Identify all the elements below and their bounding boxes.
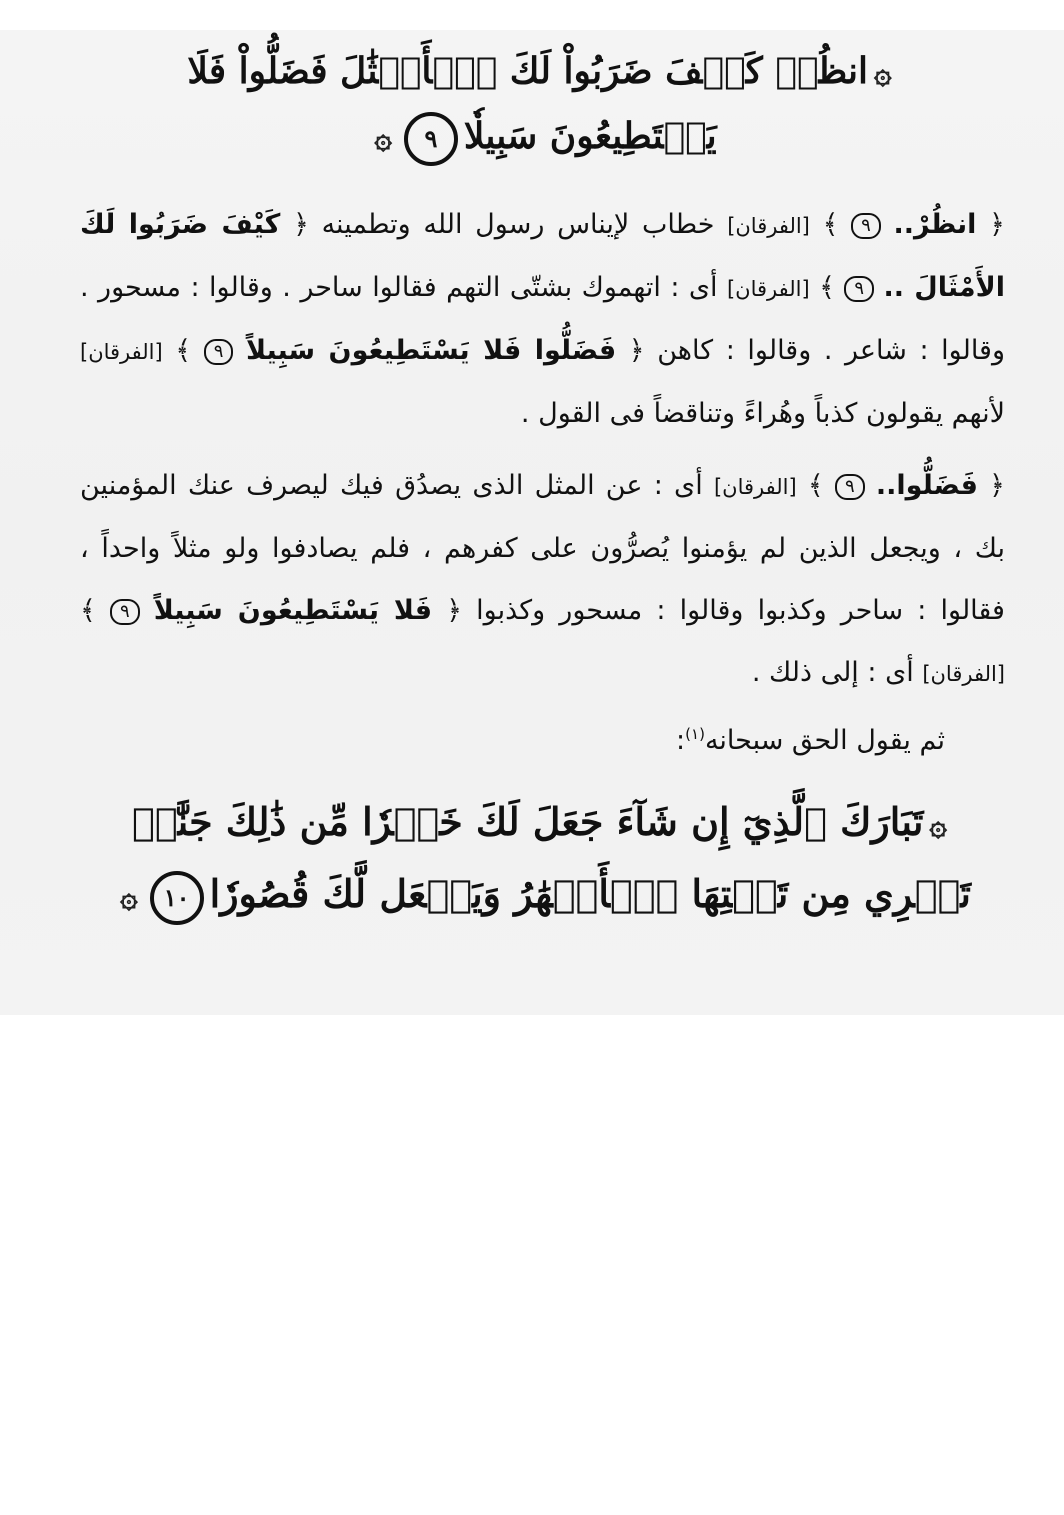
page-content — [80, 40, 1005, 932]
verse-10-line-2 — [80, 860, 1005, 932]
ornament-open-icon: ۞ — [929, 808, 947, 843]
commentary-text: أى : إلى ذلك . — [751, 657, 914, 688]
verse-10-text-2: تَجۡرِي مِن تَحۡتِهَا ٱلۡأَنۡهَٰرُ وَيَجۡعَل لَّكَ قُصُورٗا — [209, 871, 971, 916]
commentary-text: أى : عن المثل الذى يصدُق فيك ليصرف عنك المؤمنين بك ، ويجعل الذين لم يؤمنوا يُصرُّون على كفرهم ، فلم يصادفوا ولو مثلاً واحداً ، فقالوا : ساحر وكذبوا وقالوا : مسحور وكذبوا — [80, 470, 1005, 626]
quote-bracket-close: ﴾ — [807, 470, 824, 501]
surah-reference: [الفرقان] — [713, 475, 797, 499]
verse-10-line-1 — [80, 788, 1005, 860]
surah-reference: [الفرقان] — [922, 662, 1005, 686]
commentary-text: خطاب لإيناس رسول الله وتطمينه — [321, 209, 715, 240]
quoted-word: انظُرْ.. — [893, 209, 977, 240]
ornament-close-icon: ۞ — [120, 880, 138, 915]
ayah-ref-number: ٩ — [204, 339, 234, 365]
ayah-number-badge: ٩ — [404, 112, 458, 166]
verse-9-text-2: يَسۡتَطِيعُونَ سَبِيلٗا — [463, 115, 717, 157]
quote-bracket-close: ﴾ — [819, 272, 835, 303]
transition-line — [80, 709, 945, 766]
quote-bracket-open: ﴿ — [989, 209, 1005, 240]
commentary-paragraph-1 — [80, 194, 1005, 445]
quoted-word: فَضَلُّوا.. — [875, 470, 978, 501]
ayah-ref-number: ٩ — [110, 599, 140, 625]
footnote-marker: (١) — [685, 725, 705, 743]
verse-10-text-1: تَبَارَكَ ٱلَّذِيٓ إِن شَآءَ جَعَلَ لَكَ خَيۡرٗا مِّن ذَٰلِكَ جَنَّٰتٖ — [132, 799, 924, 844]
quote-bracket-close: ﴾ — [822, 209, 839, 240]
quote-bracket-close: ﴾ — [175, 335, 192, 366]
ornament-close-icon: ۞ — [374, 121, 392, 156]
ayah-ref-number: ٩ — [851, 213, 881, 239]
transition-text: ثم يقول الحق سبحانه — [704, 725, 945, 756]
ornament-open-icon: ۞ — [874, 56, 892, 91]
verse-9-text-1: انظُرۡ كَيۡفَ ضَرَبُواْ لَكَ ٱلۡأَمۡثَٰلَ فَضَلُّواْ فَلَا — [187, 50, 869, 92]
quote-bracket-open: ﴿ — [446, 595, 463, 626]
ayah-ref-number: ٩ — [835, 474, 865, 500]
quran-verse-9 — [80, 40, 1005, 170]
quote-bracket-close: ﴾ — [80, 595, 96, 626]
quoted-phrase: فَضَلُّوا فَلا يَسْتَطِيعُونَ سَبِيلاً — [246, 335, 617, 366]
surah-reference: [الفرقان] — [80, 340, 163, 364]
quoted-phrase: كَيْفَ ضَرَبُوا لَكَ الأَمْثَالَ .. — [80, 209, 1005, 303]
surah-reference: [الفرقان] — [727, 214, 810, 238]
quote-bracket-open: ﴿ — [293, 209, 309, 240]
verse-9-line-1 — [80, 40, 1005, 105]
commentary-paragraph-2 — [80, 455, 1005, 705]
commentary-text: لأنهم يقولون كذباً وهُراءً وتناقضاً فى القول . — [520, 398, 1005, 429]
commentary-text: أى : اتهموك بشتّى التهم فقالوا ساحر . وقالوا : مسحور . وقالوا : شاعر . وقالوا : كاهن — [80, 272, 1006, 366]
transition-colon: : — [676, 725, 686, 756]
ayah-ref-number: ٩ — [844, 276, 874, 302]
ayah-number-badge: ١٠ — [150, 871, 204, 925]
quoted-phrase: فَلا يَسْتَطِيعُونَ سَبِيلاً — [153, 595, 433, 626]
surah-reference: [الفرقان] — [726, 277, 810, 301]
verse-9-line-2 — [80, 105, 1005, 170]
quran-verse-10 — [80, 788, 1005, 932]
quote-bracket-open: ﴿ — [989, 470, 1005, 501]
quote-bracket-open: ﴿ — [628, 335, 645, 366]
